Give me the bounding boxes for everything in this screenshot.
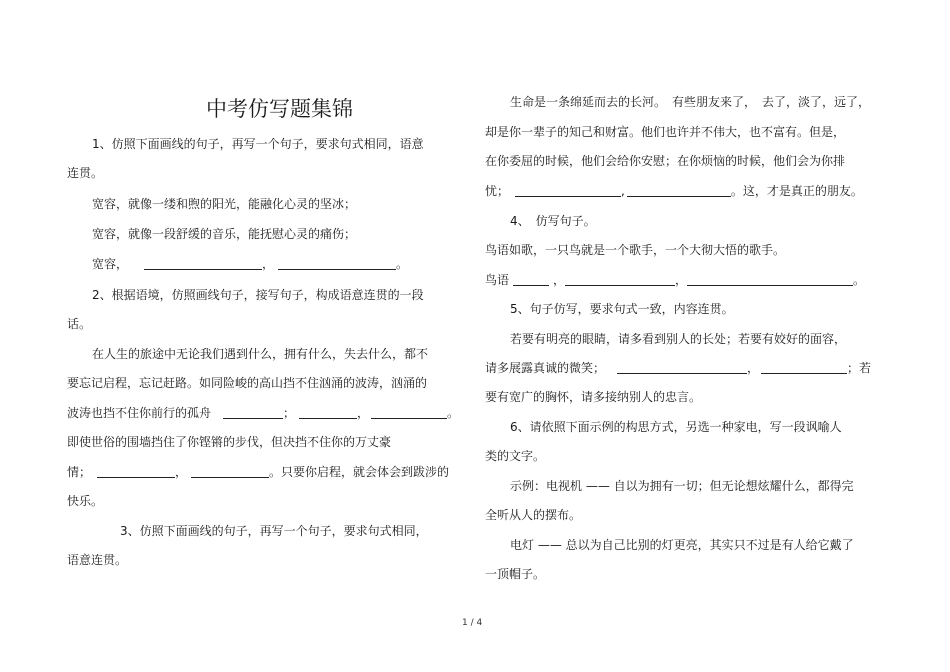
question-2-passage-4: 即使世俗的围墙挡住了你铿锵的步伐，但决挡不住你的万丈豪	[67, 435, 392, 449]
fill-prefix: 请多展露真诚的微笑；	[485, 361, 606, 375]
question-2-prompt: 2、根据语境，仿照画线句子，接写句子，构成语意连贯的一段	[92, 288, 424, 302]
answer-blank[interactable]	[223, 406, 283, 419]
page-number: 1 / 4	[462, 618, 483, 628]
question-1-prompt-cont: 连贯。	[67, 166, 104, 180]
answer-blank[interactable]	[97, 465, 175, 478]
question-2-passage-6: 快乐。	[67, 494, 104, 508]
question-4-heading: 4、 仿写句子。	[510, 214, 596, 228]
answer-blank[interactable]	[513, 273, 549, 286]
question-2-passage-2: 要忘记启程，忘记赶路。如同险峻的高山挡不住汹涌的波涛，汹涌的	[67, 376, 428, 390]
fill-sep: ，	[357, 406, 370, 420]
question-6-example-3: 电灯 —— 总以为自己比别的灯更亮，其实只不过是有人给它戴了	[510, 538, 854, 552]
question-5-passage-3: 要有宽广的胸怀，请多接纳别人的忠言。	[485, 390, 702, 404]
fill-end: 。	[447, 406, 460, 420]
question-4-example: 鸟语如歌，一只鸟就是一个歌手，一个大彻大悟的歌手。	[485, 243, 786, 257]
question-6-prompt: 6、请依照下面示例的构思方式，另选一种家电，写一段讽喻人	[510, 420, 842, 434]
fill-prefix: 情；	[67, 465, 92, 479]
answer-blank[interactable]	[299, 406, 357, 419]
fill-end: 。只要你启程，就会体会到跋涉的	[269, 465, 450, 479]
question-5-fill-line	[485, 360, 871, 376]
question-2-fill-line-2	[67, 464, 449, 480]
answer-blank[interactable]	[687, 273, 853, 286]
answer-blank[interactable]	[144, 257, 262, 270]
passage-line-2: 却是你一辈子的知己和财富。他们也许并不伟大，也不富有。但是，	[485, 125, 846, 139]
question-1-example-1: 宽容，就像一缕和煦的阳光，能融化心灵的坚冰；	[92, 197, 357, 211]
document-title: 中考仿写题集锦	[206, 97, 353, 121]
question-6-example-4: 一顶帽子。	[485, 567, 546, 581]
fill-prefix: 鸟语	[485, 273, 510, 287]
fill-end: 。	[396, 257, 409, 271]
fill-sep: ；	[283, 406, 296, 420]
question-6-example-1: 示例：电视机 —— 自以为拥有一切；但无论想炫耀什么，都得完	[510, 479, 854, 493]
fill-end: 。	[853, 273, 866, 287]
answer-blank[interactable]	[191, 465, 269, 478]
question-2-passage-1: 在人生的旅途中无论我们遇到什么，拥有什么，失去什么，都不	[92, 347, 429, 361]
fill-sep: ，	[675, 273, 688, 287]
fill-sep: ,	[621, 184, 625, 198]
answer-blank[interactable]	[278, 257, 396, 270]
answer-blank[interactable]	[627, 184, 731, 197]
fill-end: 。这，才是真正的朋友。	[730, 184, 863, 198]
question-3-prompt-cont: 语意连贯。	[67, 553, 128, 567]
fill-sep: ，	[747, 361, 760, 375]
fill-prefix: 忧；	[485, 184, 510, 198]
answer-blank[interactable]	[371, 406, 447, 419]
passage-line-3: 在你委屈的时候，他们会给你安慰；在你烦恼的时候，他们会为你排	[485, 154, 846, 168]
fill-end: ；若	[847, 361, 872, 375]
question-2-prompt-cont: 话。	[67, 317, 92, 331]
fill-sep: ，	[553, 273, 566, 287]
fill-prefix: 波涛也挡不住你前行的孤舟	[67, 406, 212, 420]
question-6-example-2: 全听从人的摆布。	[485, 508, 582, 522]
question-1-prompt: 1、仿照下面画线的句子，再写一个句子，要求句式相同，语意	[92, 137, 424, 151]
question-5-passage-1: 若要有明亮的眼睛，请多看到别人的长处；若要有姣好的面容，	[510, 332, 847, 346]
question-3-prompt: 3、仿照下面画线的句子，再写一个句子，要求句式相同，	[120, 524, 428, 538]
fill-sep: ，	[262, 257, 275, 271]
answer-blank[interactable]	[515, 184, 621, 197]
passage-line-1: 生命是一条绵延而去的长河。 有些朋友来了， 去了，淡了，远了，	[510, 95, 871, 109]
question-6-prompt-cont: 类的文字。	[485, 449, 546, 463]
fill-prefix: 宽容，	[92, 257, 129, 271]
answer-blank[interactable]	[761, 361, 847, 374]
question-1-fill-line	[92, 256, 408, 272]
answer-blank[interactable]	[565, 273, 675, 286]
answer-blank[interactable]	[617, 361, 747, 374]
fill-sep: ，	[175, 465, 188, 479]
question-2-fill-line-1	[67, 405, 459, 421]
question-4-fill-line	[485, 272, 865, 288]
passage-fill-line	[485, 183, 863, 199]
question-1-example-2: 宽容，就像一段舒缓的音乐，能抚慰心灵的痛伤；	[92, 227, 357, 241]
question-5-heading: 5、句子仿写，要求句式一致，内容连贯。	[510, 302, 734, 316]
